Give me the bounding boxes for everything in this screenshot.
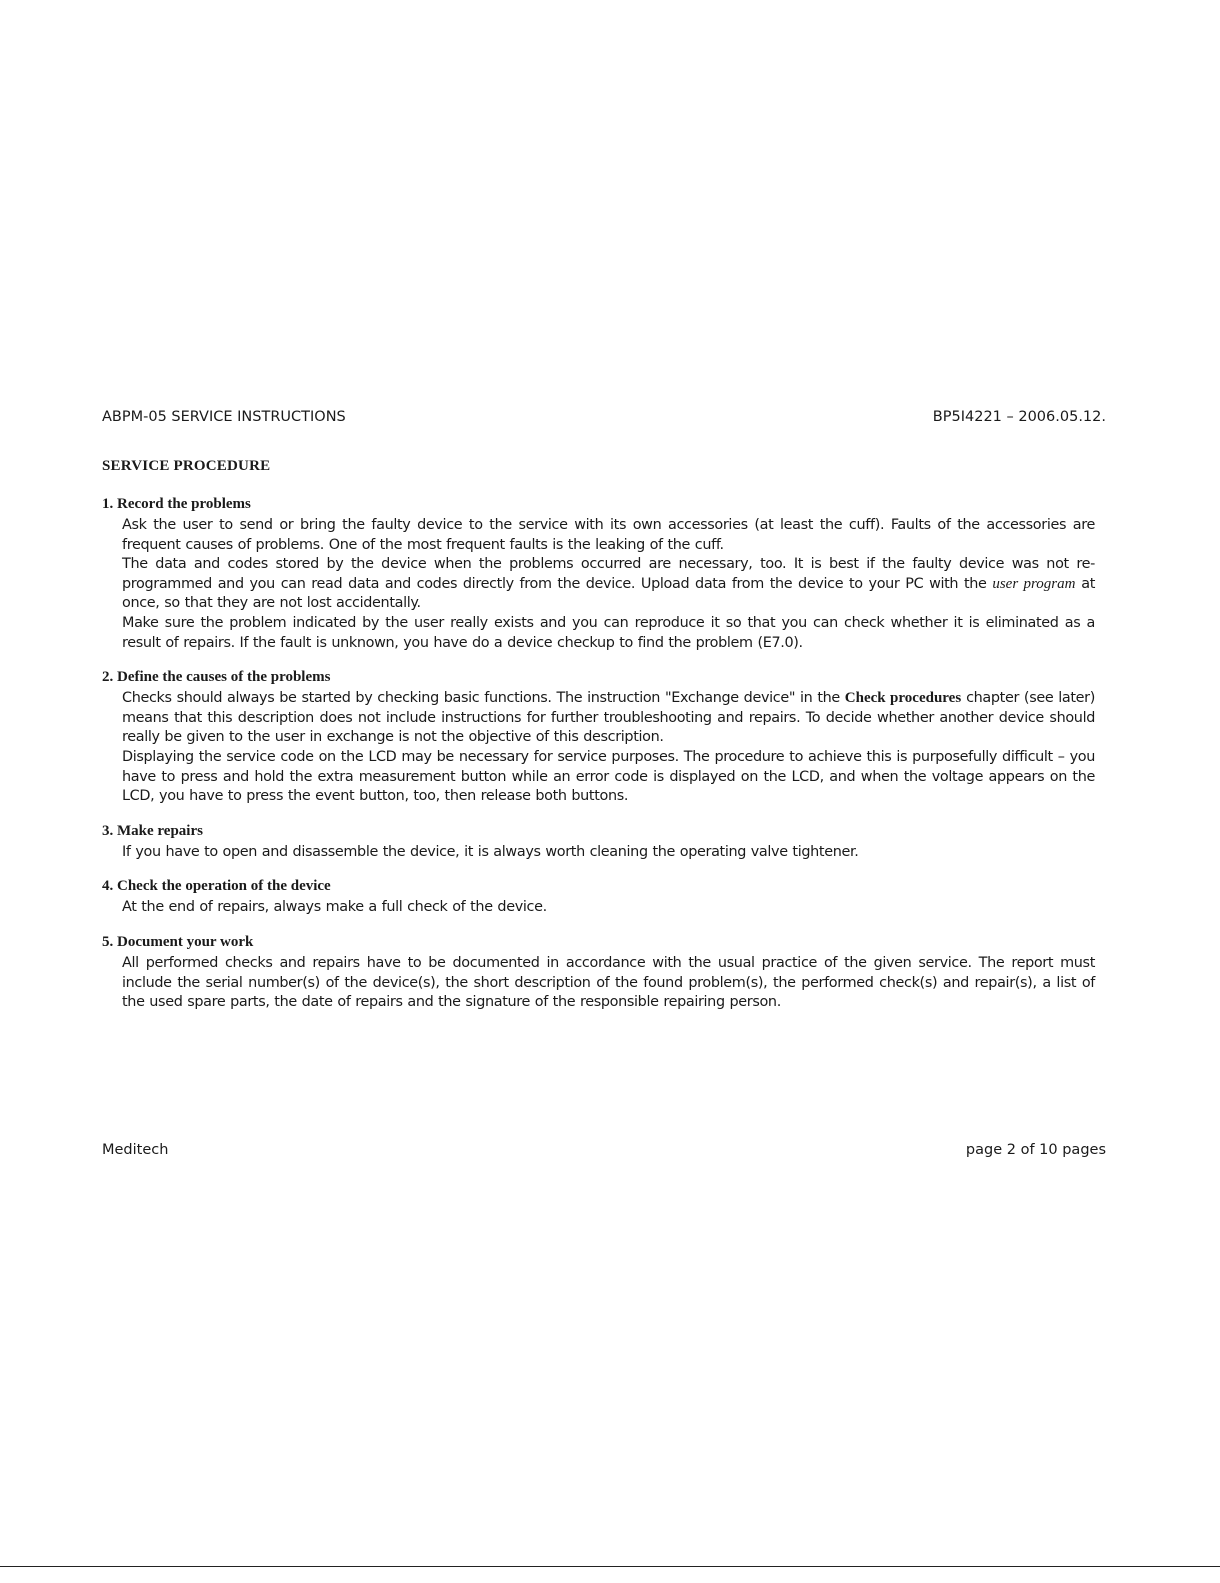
- paragraph: Displaying the service code on the LCD may be necessary for service purposes. The procedure to achieve this is purposefully difficult – you have to press and hold the extra measurement button while an error code is displayed on the LCD, and when the voltage appears on the LCD, you have to press the event button, too, then release both buttons.: [122, 748, 1095, 805]
- page-header: [102, 409, 1106, 425]
- section-record-problems: [102, 496, 1095, 653]
- page-footer: [102, 1142, 1106, 1158]
- document-code-date: BP5I4221 – 2006.05.12.: [932, 409, 1106, 425]
- section-heading: 3. Make repairs: [102, 822, 203, 839]
- paragraph-text: Checks should always be started by checking basic functions. The instruction "Exchange device" in the: [122, 690, 845, 707]
- section-make-repairs: [102, 823, 1095, 863]
- paragraph-text: at once, so that they are not lost accidentally.: [122, 575, 1095, 612]
- company-name: Meditech: [102, 1142, 169, 1158]
- paragraph-text: chapter (see later) means that this description does not include instructions for further troubleshooting and repairs. To decide whether another device should really be given to the user in exchange is not the objective of this description.: [122, 690, 1095, 746]
- paragraph: At the end of repairs, always make a full check of the device.: [122, 899, 547, 916]
- paragraph: Make sure the problem indicated by the user really exists and you can reproduce it so that you can check whether it is eliminated as a result of repairs. If the fault is unknown, you have do a device checkup to find the problem (E7.0).: [122, 614, 1095, 651]
- section-heading: 5. Document your work: [102, 933, 254, 950]
- bottom-divider: [0, 1566, 1220, 1567]
- section-heading: 4. Check the operation of the device: [102, 878, 331, 895]
- document-title-header: ABPM-05 SERVICE INSTRUCTIONS: [102, 409, 346, 425]
- paragraph: If you have to open and disassemble the device, it is always worth cleaning the operating valve tightener.: [122, 843, 859, 860]
- section-document-work: [102, 934, 1095, 1013]
- paragraph: Ask the user to send or bring the faulty device to the service with its own accessories (at least the cuff). Faults of the accessories are frequent causes of problems. One of the most frequent faults is the leaking of the cuff.: [122, 517, 1095, 553]
- paragraph: All performed checks and repairs have to be documented in accordance with the usual practice of the given service. The report must include the serial number(s) of the device(s), the short description of the found problem(s), the performed check(s) and repair(s), a list of the used spare parts, the date of repairs and the signature of the responsible repairing person.: [122, 954, 1095, 1011]
- document-body: [102, 458, 1095, 1029]
- section-check-operation: [102, 878, 1095, 918]
- section-title: SERVICE PROCEDURE: [102, 458, 271, 474]
- paragraph-text: The data and codes stored by the device when the problems occurred are necessary, too. It is best if the faulty device was not re-programmed and you can read data and codes directly from the device. Upload data from the device to your PC with the: [122, 556, 1095, 592]
- page-number: page 2 of 10 pages: [965, 1142, 1106, 1158]
- section-heading: 2. Define the causes of the problems: [102, 669, 331, 686]
- section-define-causes: [102, 669, 1095, 807]
- paragraph: [122, 555, 1095, 614]
- emphasis-check-procedures: Check procedures: [844, 690, 962, 707]
- emphasis-user-program: user program: [992, 575, 1076, 592]
- paragraph: [122, 689, 1095, 748]
- section-heading: 1. Record the problems: [102, 496, 251, 512]
